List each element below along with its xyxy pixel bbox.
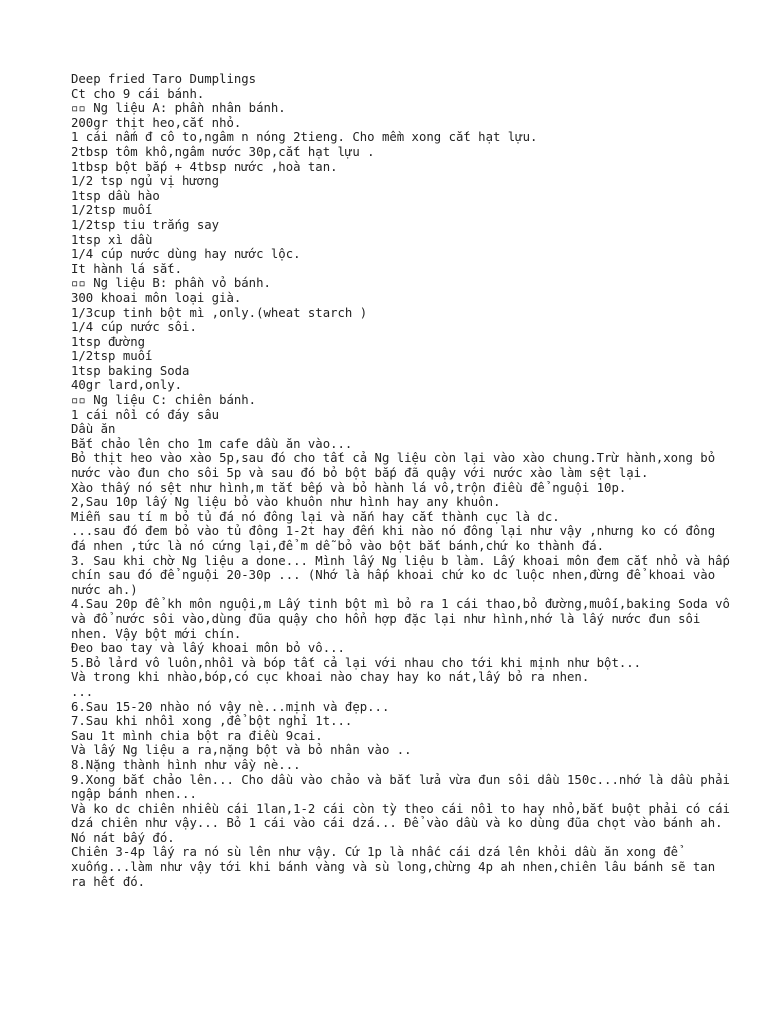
text-line: Và trong khi nhào,bóp,có cục khoai nào chay hay ko nát,lấy bỏ ra nhen. <box>71 670 590 685</box>
text-line: 1/4 cúp nước sôi. <box>71 320 197 335</box>
text-line: 1/2tsp tiu trắng say <box>71 217 220 232</box>
text-line: Sau 1t mình chia bột ra điều 9cai. <box>71 728 323 743</box>
text-line: Miễn sau tí m bỏ tủ đá nó đông lại và nắn hay cắt thành cục là dc. <box>71 509 560 524</box>
text-line: ...sau đó đem bỏ vào tủ đông 1-2t hay đến khi nào nó đông lại như vậy ,nhưng ko có đông đá nhen ,tức là nó cứng lại,để m dễ bỏ vào bột bắt bánh,chứ ko thành đá. <box>71 524 723 553</box>
text-line: 1 cái nấm đ cô to,ngâm n nóng 2tieng. Cho mềm xong cắt hạt lựu. <box>71 130 538 145</box>
text-line: Dầu ăn <box>71 422 116 437</box>
text-line: 4.Sau 20p để kh môn nguội,m Lấy tinh bột mì bỏ ra 1 cái thao,bỏ đường,muối,baking Soda vô và đổ nước sôi vào,dùng đũa quậy cho hổn hợp đặc lại như hình,nhớ là lấy nước đun sôi nhen. Vậy bột mới chín. <box>71 597 738 641</box>
text-line: 1 cái nồi có đáy sâu <box>71 407 220 422</box>
text-line: ▫▫ Ng liệu B: phần vỏ bánh. <box>71 276 271 291</box>
text-line: 1tsp dầu hào <box>71 188 160 203</box>
text-line: 2tbsp tôm khô,ngâm nước 30p,cắt hạt lựu . <box>71 144 375 159</box>
text-line: 7.Sau khi nhồi xong ,để bột nghỉ 1t... <box>71 714 353 729</box>
text-line: 1tsp xì dầu <box>71 232 153 247</box>
text-line: 1/2tsp muối <box>71 203 153 218</box>
text-line: ▫▫ Ng liệu C: chiên bánh. <box>71 393 257 408</box>
text-line: 1tsp đường <box>71 334 146 349</box>
text-line: 9.Xong bắt chảo lên... Cho dầu vào chảo và bắt lửa vừa đun sôi dầu 150c...nhớ là dầu phải ngập bánh nhen... <box>71 772 738 802</box>
text-line: 5.Bỏ lảrd vô luôn,nhồi và bóp tất cả lại với nhau cho tới khi mịnh như bột... <box>71 655 642 670</box>
text-line: Xào thấy nó sệt như hình,m tắt bếp và bỏ hành lá vô,trộn điều để nguội 10p. <box>71 480 627 495</box>
text-line: 1/3cup tinh bột mì ,only.(wheat starch ) <box>71 305 368 320</box>
text-line: 1tbsp bột bắp + 4tbsp nước ,hoà tan. <box>71 159 338 174</box>
text-line: Và ko dc chiên nhiều cái 1lan,1-2 cái còn tỳ theo cái nồi to hay nhỏ,bắt buột phải có cái dzá chiên như vậy... Bỏ 1 cái vào cái dzá... Để vào dầu và ko dùng đũa chọt vào bánh ah. Nó nát bấy đó. <box>71 801 738 845</box>
text-line: Bắt chảo lên cho 1m cafe dầu ăn vào... <box>71 436 353 451</box>
text-line: It hành lá sắt. <box>71 261 183 276</box>
text-line: 2,Sau 10p lấy Ng liệu bỏ vào khuôn như hình hay any khuôn. <box>71 495 501 510</box>
document-lines <box>71 86 738 890</box>
text-line: 1/2tsp muối <box>71 349 153 364</box>
text-line: 8.Nặng thành hình như vầy nè... <box>71 757 301 772</box>
text-line: 1tsp baking Soda <box>71 363 190 378</box>
document-title: Deep fried Taro Dumplings <box>71 72 257 86</box>
text-line: 300 khoai môn loại già. <box>71 290 242 305</box>
text-line: 1/4 cúp nước dùng hay nước lộc. <box>71 247 301 262</box>
text-line: 40gr lard,only. <box>71 378 183 393</box>
text-line: Chiên 3-4p lấy ra nó sù lên như vậy. Cứ 1p là nhấc cái dzá lên khỏi dầu ăn xong để xuống...làm như vậy tới khi bánh vàng và sù long,chừng 4p ah nhen,chiên lâu bánh sẽ tan ra hết đó. <box>71 845 723 889</box>
text-line: Bỏ thịt heo vào xào 5p,sau đó cho tất cả Ng liệu còn lại vào xào chung.Trừ hành,xong bỏ nước vào đun cho sôi 5p và sau đó bỏ bột bắp đã quậy với nước xào làm sệt lại. <box>71 451 723 481</box>
text-line: 3. Sau khi chờ Ng liệu a done... Mình lấy Ng liệu b làm. Lấy khoai môn đem cắt nhỏ và hấp chín sau đó để nguội 20-30p ... (Nhớ là hấp khoai chứ ko dc luộc nhen,đừng để khoai vào nước ah.) <box>71 553 738 597</box>
text-line: Đeo bao tay và lấy khoai môn bỏ vô... <box>71 641 345 656</box>
text-line: Ct cho 9 cái bánh. <box>71 86 205 101</box>
text-line: 6.Sau 15-20 nhào nó vậy nè...mịnh và đẹp... <box>71 699 390 714</box>
text-line: ... <box>71 684 94 699</box>
text-line: ▫▫ Ng liệu A: phần nhân bánh. <box>71 101 286 116</box>
text-line: Và lấy Ng liệu a ra,nặng bột và bỏ nhân vào .. <box>71 743 412 758</box>
text-line: 200gr thịt heo,cắt nhỏ. <box>71 115 242 130</box>
text-line: 1/2 tsp ngủ vị hương <box>71 174 220 189</box>
document-body <box>71 72 738 889</box>
